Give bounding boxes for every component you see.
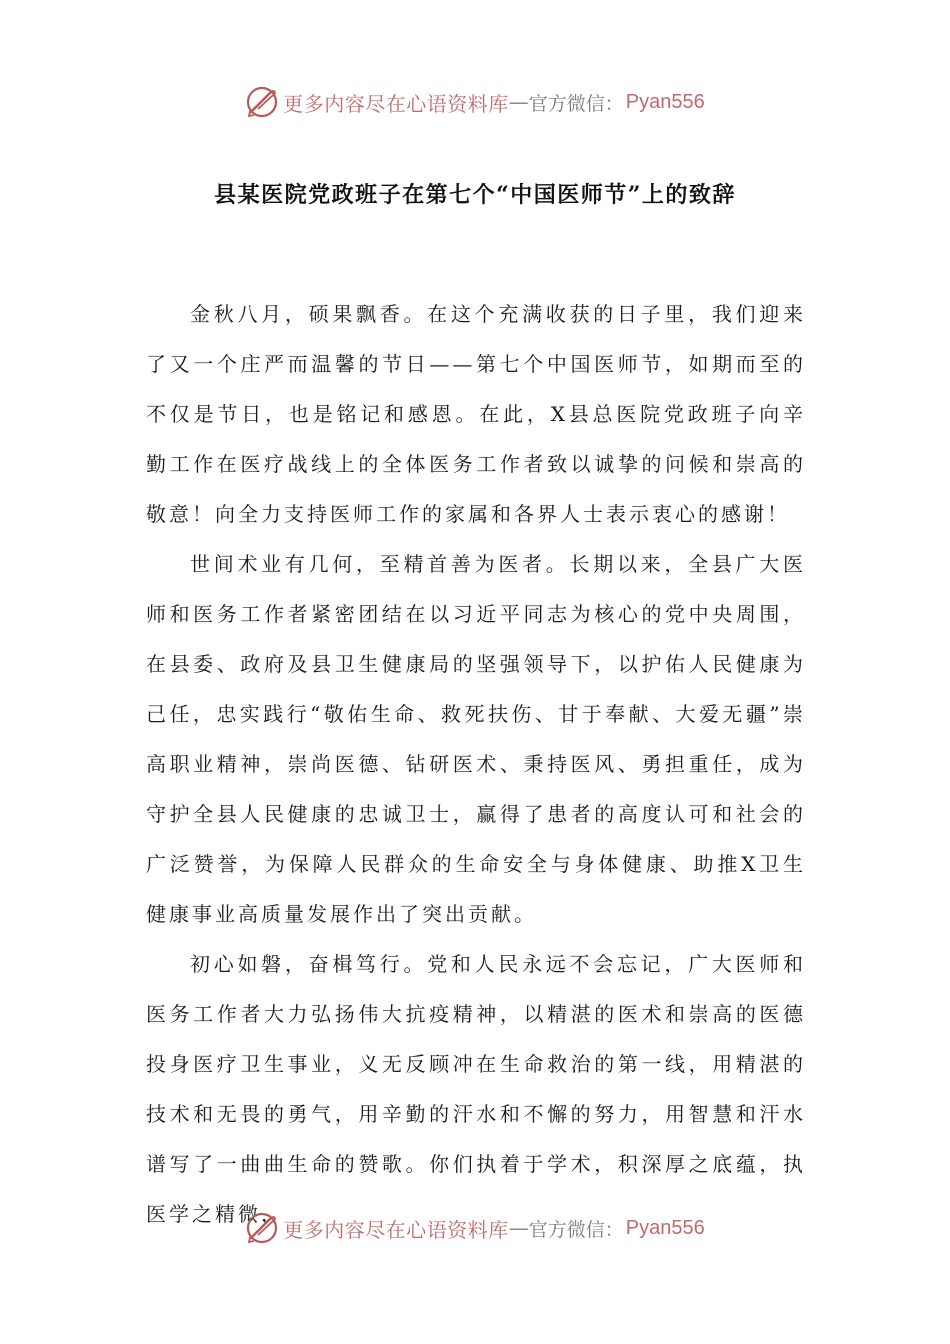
paragraph-3: 初心如磐，奋楫笃行。党和人民永远不会忘记，广大医师和医务工作者大力弘扬伟大抗疫精神，以精湛的医术和崇高的医德投身医疗卫生事业，义无反顾冲在生命救治的第一线，用精湛的技术和无畏的勇气，用辛勤的汗水和不懈的努力，用智慧和汗水谱写了一曲曲生命的赞歌。你们执着于学术，积深厚之底蕴，执医学之精微，	[146, 952, 806, 1226]
wechat-id: Pyan556	[625, 1216, 705, 1239]
promo-text: 更多内容尽在心语资料库	[283, 91, 509, 116]
paragraph-2: 世间术业有几何，至精首善为医者。长期以来，全县广大医师和医务工作者紧密团结在以习近平同志为核心的党中央周围，在县委、政府及县卫生健康局的坚强领导下，以护佑人民健康为己任，忠实践行“敬佑生命、救死扶伤、甘于奉献、大爱无疆”崇高职业精神，崇尚医德、钻研医术、秉持医风、勇担重任，成为守护全县人民健康的忠诚卫士，赢得了患者的高度认可和社会的广泛赞誉，为保障人民群众的生命安全与身体健康、助推X卫生健康事业高质量发展作出了突出贡献。	[146, 552, 806, 926]
promo-separator: —	[508, 1216, 529, 1240]
paragraph-1: 金秋八月，硕果飘香。在这个充满收获的日子里，我们迎来了又一个庄严而温馨的节日——第七个中国医师节，如期而至的不仅是节日，也是铭记和感恩。在此，X县总医院党政班子向辛勤工作在医疗战线上的全体医务工作者致以诚挚的问候和崇高的敬意！向全力支持医师工作的家属和各界人士表示衷心的感谢！	[146, 302, 806, 526]
quill-pen-logo-icon	[245, 1211, 279, 1245]
wechat-id: Pyan556	[625, 90, 705, 113]
wechat-label: 官方微信：	[528, 1218, 624, 1241]
promo-separator: —	[508, 90, 529, 114]
header-watermark	[0, 80, 950, 124]
footer-watermark	[0, 1206, 950, 1250]
quill-pen-logo-icon	[245, 85, 279, 119]
document-title: 县某医院党政班子在第七个“中国医师节”上的致辞	[214, 182, 736, 208]
promo-text: 更多内容尽在心语资料库	[283, 1217, 509, 1242]
wechat-label: 官方微信：	[528, 92, 624, 115]
document-body	[146, 289, 806, 1239]
